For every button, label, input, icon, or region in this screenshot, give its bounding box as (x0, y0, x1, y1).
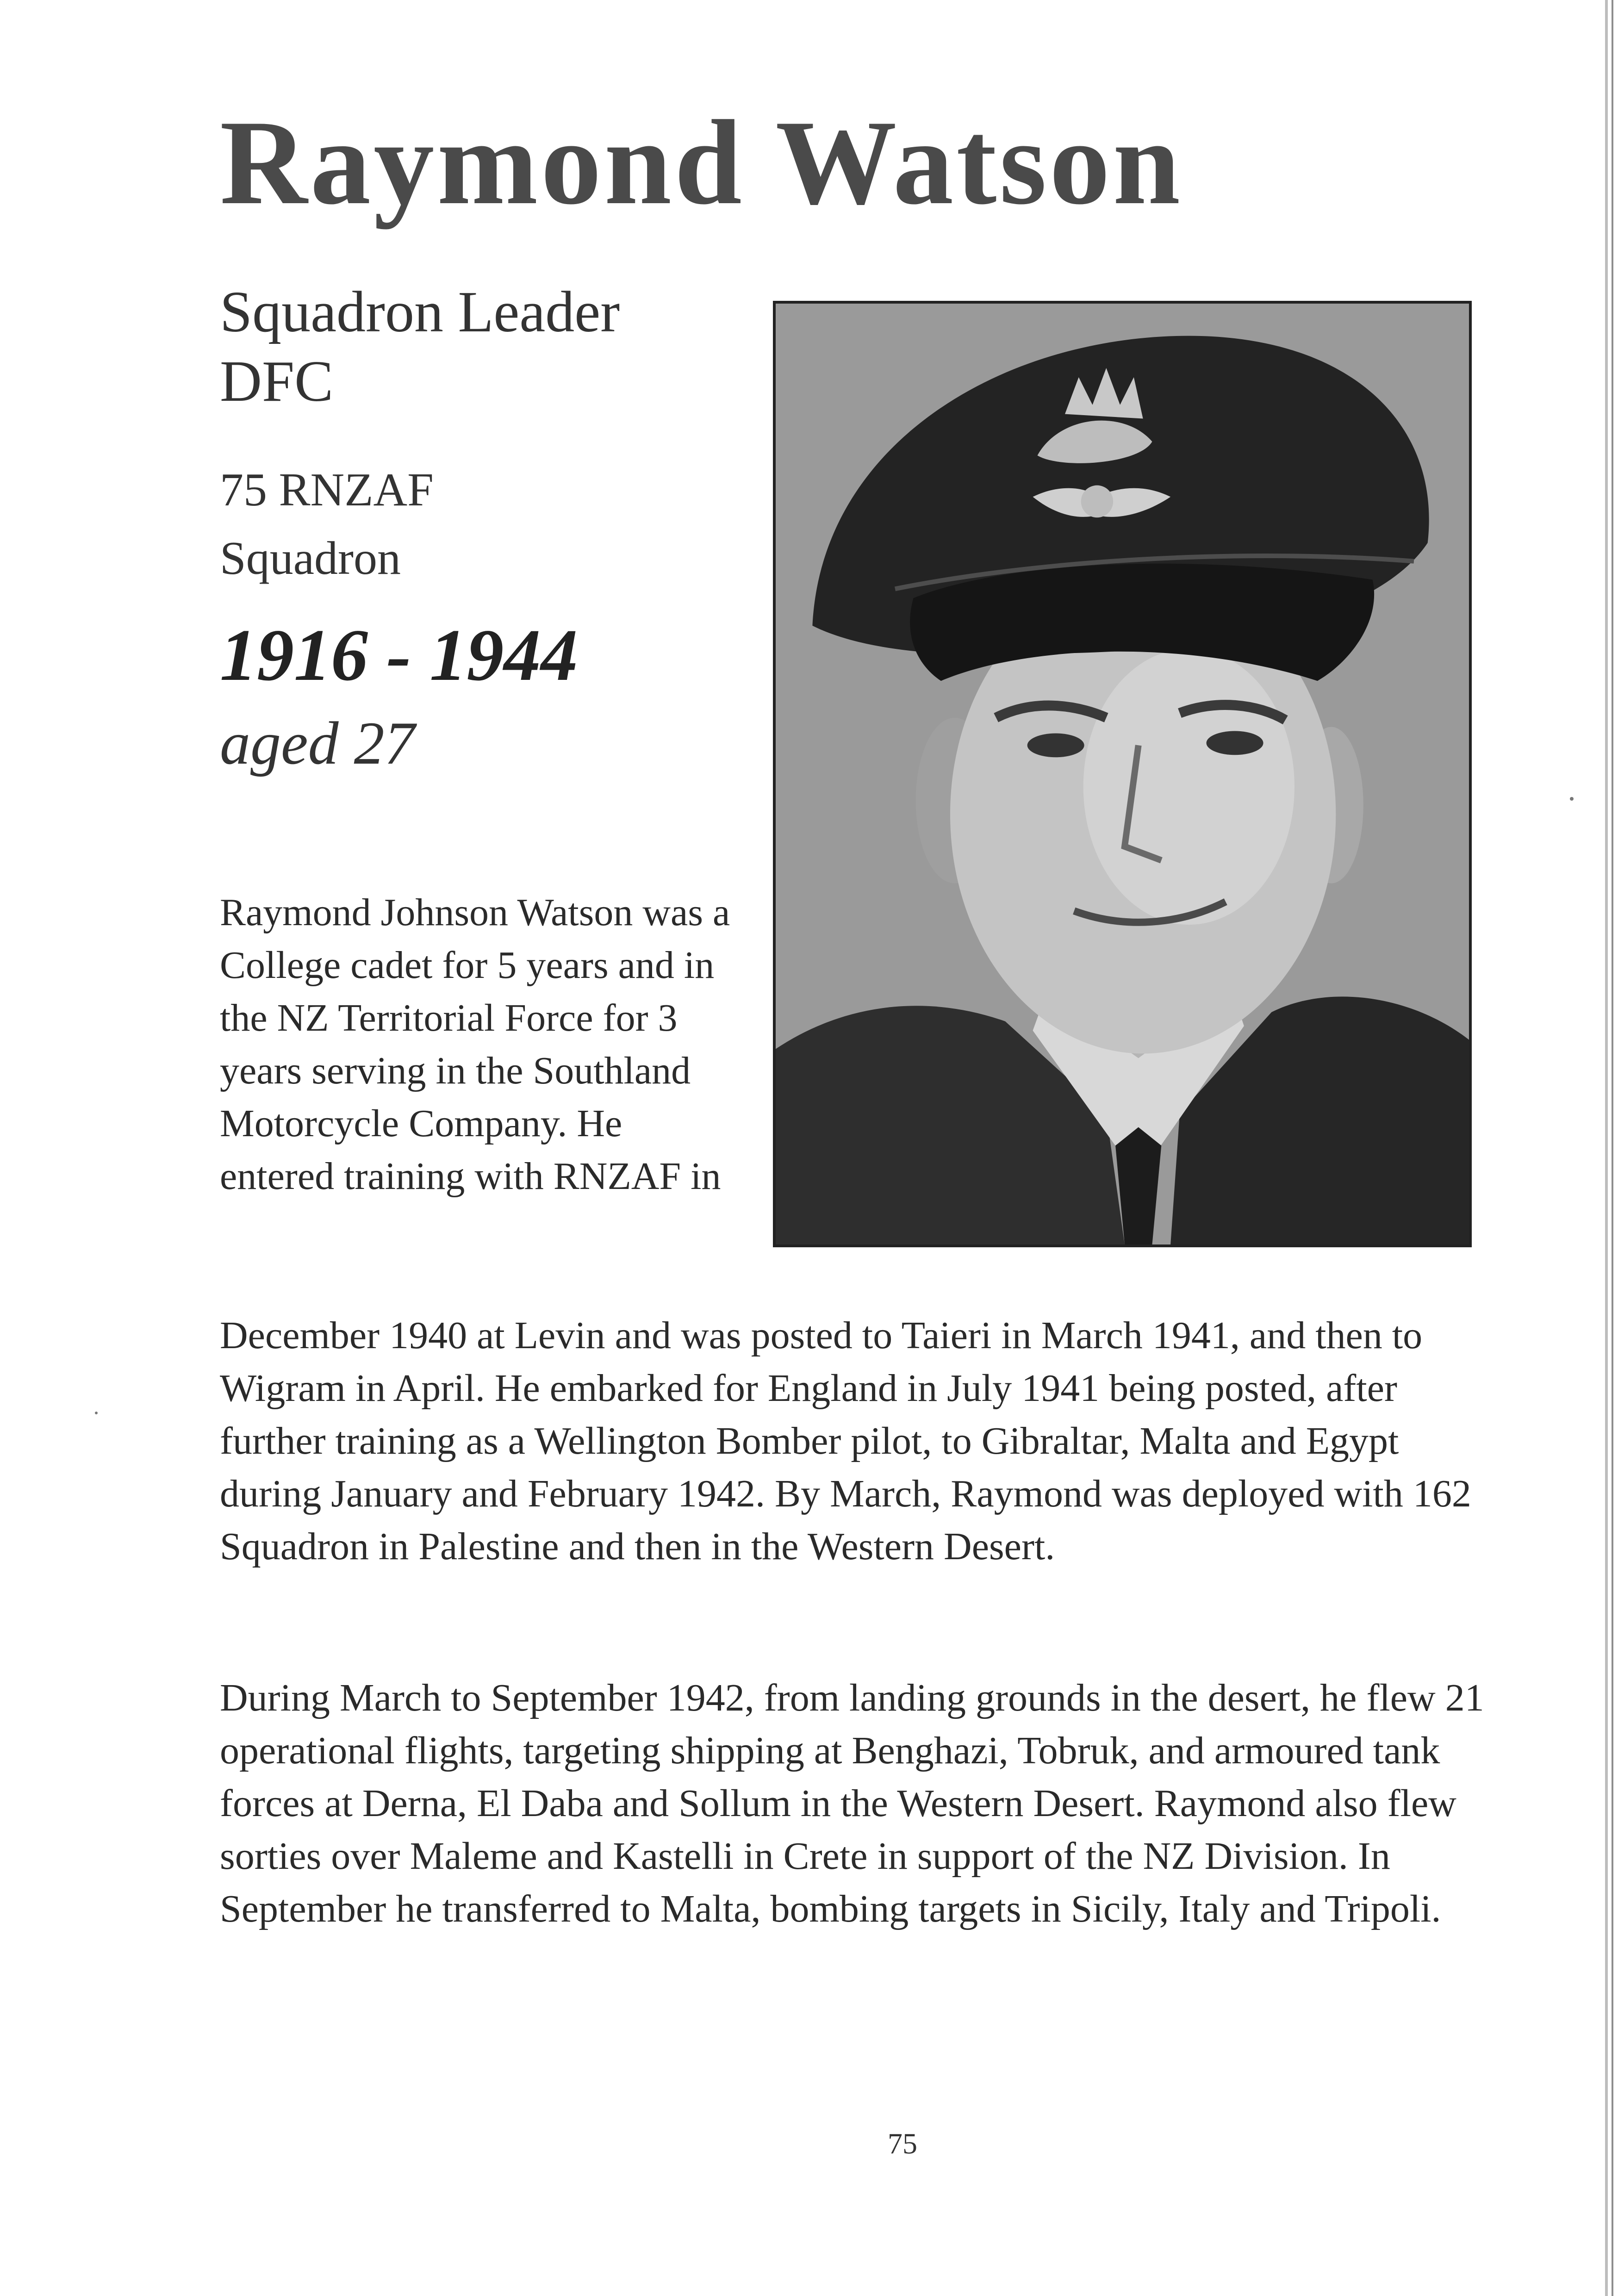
body-paragraph-continuation: December 1940 at Levin and was posted to Taieri in March 1941, and then to Wigram in April. He embarked for England in July 1941 being posted, after further training as a Wellington Bomber pilot, to Gibraltar, Malta and Egypt during January and February 1942. By March, Raymond was deployed with 162 Squadron in Palestine and then in the Western Desert. (220, 1314, 1471, 1568)
rank-text: Squadron Leader DFC (220, 280, 620, 414)
portrait-illustration (776, 304, 1469, 1244)
unit-text: 75 RNZAF Squadron (220, 464, 434, 585)
portrait-photo (773, 301, 1472, 1247)
page-number: 75 (888, 2127, 917, 2160)
scan-speck (95, 1412, 98, 1414)
age-text: aged 27 (220, 709, 415, 777)
page-title: Raymond Watson (220, 95, 1183, 230)
scan-speck (1570, 797, 1574, 801)
page-edge-shadow (1612, 0, 1613, 2296)
life-years: 1916 - 1944 (220, 614, 578, 696)
body-paragraph-intro: Raymond Johnson Watson was a College cadet for 5 years and in the NZ Territorial Force for 3 years serving in the Southland Motorcycle Company. He entered training with RNZAF in (220, 891, 730, 1198)
page-edge (1605, 0, 1608, 2296)
body-paragraph-2: During March to September 1942, from landing grounds in the desert, he flew 21 operational flights, targeting shipping at Benghazi, Tobruk, and armoured tank forces at Derna, El Daba and Sollum in the Western Desert. Raymond also flew sorties over Maleme and Kastelli in Crete in support of the NZ Division. In September he transferred to Malta, bombing targets in Sicily, Italy and Tripoli. (220, 1676, 1484, 1930)
